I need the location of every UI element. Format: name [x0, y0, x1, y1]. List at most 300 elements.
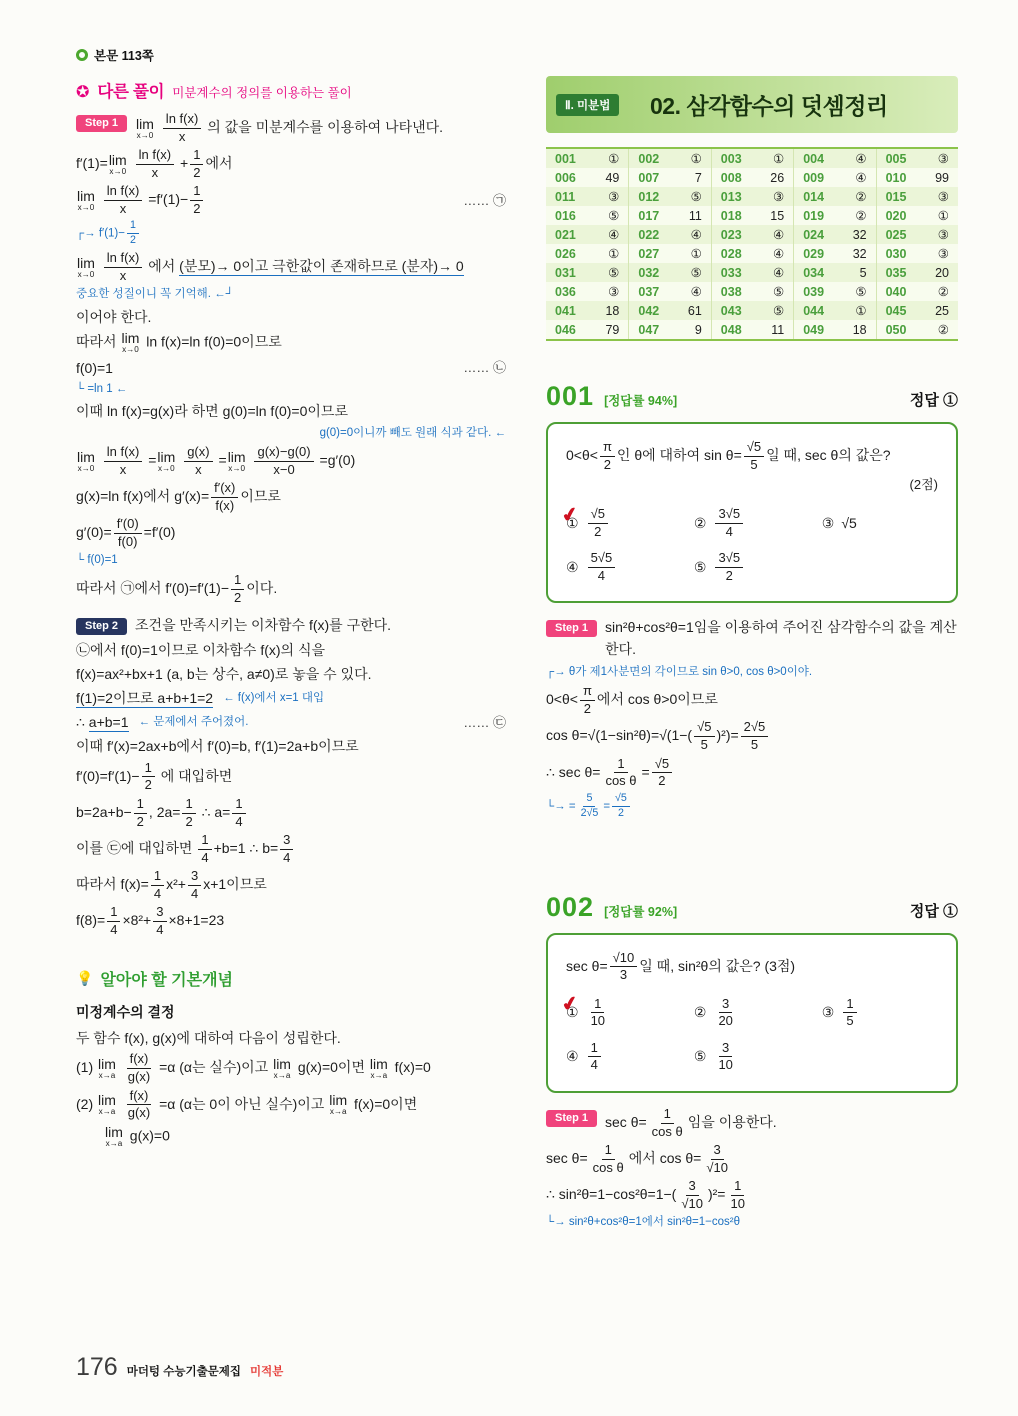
answer-problem-number: 036	[555, 284, 576, 299]
answer-row	[546, 168, 958, 187]
answer-value: ②	[855, 209, 867, 223]
answer-cell	[876, 282, 958, 301]
answer-value: ③	[608, 285, 620, 299]
footer-subject: 미적분	[250, 1366, 284, 1378]
answer-problem-number: 043	[720, 303, 742, 318]
problem1-box	[546, 422, 958, 603]
answer-cell	[711, 320, 793, 339]
answer-row	[546, 149, 958, 168]
math-text: lim x→0 $\frac{\text{ln f(x)}}{x}$ =f′(1)− $\frac{1}{2}$	[76, 184, 205, 216]
answer-value: ③	[608, 190, 620, 204]
answer-cell	[793, 149, 875, 168]
answer-problem-number: 042	[638, 303, 660, 318]
annotation-line	[546, 1215, 958, 1231]
problem2-box	[546, 933, 958, 1093]
math-text: lim x→0 $\frac{\text{ln f(x)}}{x}$ = lim x→0 $\frac{g(x)}{x}$ = lim x→0 $\frac{g(x)-g(0)}{x-0}$ =g′(0)	[77, 444, 356, 477]
answer-cell	[876, 187, 958, 206]
answer-value: 49	[605, 170, 620, 185]
choice-option	[566, 551, 694, 583]
problem2-choices	[566, 997, 938, 1073]
answer-problem-number: 015	[885, 189, 907, 204]
solution-line	[76, 517, 506, 549]
answer-cell	[793, 320, 875, 339]
problem1-answer: 정답 ①	[909, 392, 958, 409]
answer-problem-number: 009	[803, 170, 825, 185]
problem1-rate: [정답률 94%]	[604, 394, 678, 408]
problem1-step-text: sin²θ+cos²θ=1임을 이용하여 주어진 삼각함수의 값을 계산한다.	[605, 619, 957, 658]
inline-annotation: ← f(x)에서 x=1 대입	[223, 692, 325, 705]
answer-problem-number: 038	[720, 284, 742, 299]
alt-solution-subtitle: 미분계수의 정의를 이용하는 풀이	[172, 86, 352, 100]
equation-tag: …… ㉠	[463, 192, 506, 208]
answer-value: ①	[772, 152, 785, 166]
answer-problem-number: 027	[638, 246, 660, 261]
math-text: g(0)=0이니까 빼도 원래 식과 같다. ←	[319, 426, 506, 439]
choice-value: $\frac{1}{5}$	[841, 997, 858, 1029]
answer-problem-number: 011	[555, 189, 576, 204]
footer-brand: 마더텅 수능기출문제집	[126, 1366, 242, 1378]
answer-problem-number: 020	[885, 208, 907, 223]
annotation-line	[76, 220, 506, 247]
solution-line	[76, 251, 506, 283]
unit-badge: Ⅱ. 미분법	[556, 94, 619, 116]
answer-problem-number: 045	[885, 303, 907, 318]
alt-solution-title: 다른 풀이	[97, 83, 165, 101]
math-text: f(x)=ax²+bx+1 (a, b는 상수, a≠0)로 놓을 수 있다.	[76, 666, 372, 683]
answer-value: ⑤	[608, 266, 620, 280]
problem2-step-text: sec θ= $\frac{1}{\text{cos θ}}$ 임을 이용한다.	[605, 1105, 777, 1139]
answer-cell	[628, 206, 710, 225]
answer-cell	[793, 225, 875, 244]
answer-value: ③	[937, 247, 949, 261]
equation-tag: …… ㉢	[463, 715, 506, 731]
choice-value: $\frac{3√5}{2}$	[713, 551, 745, 583]
choice-marker-checked: ① ✔	[566, 1004, 579, 1021]
problem1-header	[546, 381, 958, 412]
answer-cell	[546, 187, 628, 206]
math-text: g(x)=ln f(x)에서 g′(x)= $\frac{f'(x)}{f(x)}$ 이므로	[76, 480, 281, 513]
choice-value: $\frac{3}{20}$	[718, 995, 733, 1029]
math-text: 따라서 f(x)= $\frac{1}{4}$ x²+ $\frac{3}{4}$ x+1이므로	[76, 868, 267, 901]
math-text: ∴ sec θ= $\frac{1}{\text{cos θ}}$ = $\frac{√5}{2}$	[546, 757, 674, 789]
solution-line	[76, 1052, 506, 1084]
solution-line	[76, 573, 506, 605]
solution-line	[76, 307, 506, 327]
choice-marker: ④	[566, 1048, 579, 1065]
choice-value: $\frac{3√5}{4}$	[713, 507, 745, 539]
answer-value: 7	[694, 170, 702, 185]
answer-problem-number: 044	[803, 303, 825, 318]
step2-text: 조건을 만족시키는 이차함수 f(x)를 구한다.	[135, 617, 392, 634]
solution-line	[76, 737, 506, 757]
choice-marker: ③	[821, 1004, 835, 1021]
annotation-line	[546, 665, 958, 681]
answer-value: ④	[608, 228, 620, 242]
answer-value: ④	[772, 247, 785, 261]
answer-cell	[628, 263, 710, 282]
answer-problem-number: 041	[555, 303, 576, 318]
annotation-line	[76, 426, 506, 442]
solution-line	[546, 1143, 958, 1175]
answer-problem-number: 010	[885, 170, 907, 185]
choice-value: $\frac{1}{4}$	[586, 1041, 603, 1073]
answer-row	[546, 263, 958, 282]
problem2-rate: [정답률 92%]	[604, 904, 678, 919]
answer-value: ④	[772, 228, 785, 242]
answer-cell	[546, 263, 628, 282]
solution-line	[546, 684, 958, 716]
choice-option	[822, 507, 938, 539]
answer-problem-number: 029	[803, 246, 825, 261]
problem2-question: sec θ= $\frac{√10}{3}$ 일 때, sin²θ의 값은? (3점)	[566, 949, 796, 983]
answer-value: ①	[855, 304, 867, 318]
answer-problem-number: 049	[803, 322, 825, 337]
answer-row	[546, 320, 958, 339]
answer-cell	[628, 301, 710, 320]
answer-value: 79	[605, 322, 620, 337]
math-text: └ f(0)=1	[76, 554, 118, 567]
math-text: ┌→ f′(1)− $\frac{1}{2}$	[76, 220, 141, 247]
choice-marker: ⑤	[693, 1048, 707, 1065]
answer-problem-number: 012	[638, 189, 660, 204]
answer-problem-number: 008	[720, 170, 742, 185]
problem1-points: (2점)	[909, 477, 938, 493]
answer-value: 9	[694, 322, 702, 337]
choice-marker: ③	[821, 514, 835, 531]
choice-marker: ②	[693, 1004, 707, 1021]
answer-cell	[546, 320, 628, 339]
problem2-answer: 정답 ①	[909, 902, 958, 920]
answer-problem-number: 003	[720, 151, 742, 166]
answer-problem-number: 031	[555, 265, 576, 280]
solution-line	[76, 358, 506, 378]
answer-value: ①	[937, 209, 949, 223]
math-text: ∴ a+b=1	[76, 714, 129, 731]
answer-row	[546, 244, 958, 263]
solution-line	[76, 833, 506, 865]
concept-title: 알아야 할 기본개념	[100, 972, 233, 990]
target-icon	[76, 49, 88, 61]
answer-problem-number: 018	[720, 208, 742, 223]
solution-line	[76, 869, 506, 901]
choice-value: $\frac{√5}{2}$	[586, 507, 610, 539]
answer-cell	[793, 187, 875, 206]
answer-cell	[546, 301, 628, 320]
math-text: 이때 f′(x)=2ax+b에서 f′(0)=b, f′(1)=2a+b이므로	[76, 738, 359, 755]
inline-annotation: ← 문제에서 주어졌어.	[138, 716, 249, 729]
answer-cell	[793, 301, 875, 320]
answer-cell	[793, 168, 875, 187]
answer-value: ②	[937, 323, 949, 337]
answer-problem-number: 048	[720, 322, 742, 337]
solution-line	[76, 689, 506, 709]
math-text: ㉡에서 f(0)=1이므로 이차함수 f(x)의 식을	[76, 642, 326, 659]
answer-value: ③	[772, 190, 785, 204]
solution-line	[76, 331, 506, 354]
answer-value: 32	[852, 246, 867, 261]
answer-cell	[876, 263, 958, 282]
math-text: 이때 ln f(x)=g(x)라 하면 g(0)=ln f(0)=0이므로	[76, 403, 348, 420]
answer-problem-number: 034	[803, 265, 825, 280]
answer-value: ①	[690, 152, 702, 166]
solution-line	[76, 761, 506, 793]
choice-option	[694, 551, 822, 583]
concept-subtitle: 미정계수의 결정	[76, 1004, 175, 1021]
concept-lines	[76, 1028, 506, 1147]
answer-problem-number: 047	[638, 322, 660, 337]
answer-value: ④	[690, 285, 702, 299]
star-badge-icon: ✪	[76, 84, 90, 101]
math-text: (1) lim x→a $\frac{f(x)}{g(x)}$ =α (α는 실수)이고 lim x→a g(x)=0이면 lim x→a f(x)=0	[76, 1051, 431, 1084]
math-text: 이어야 한다.	[76, 308, 152, 325]
answer-table	[546, 147, 958, 341]
page-reference	[76, 46, 980, 64]
answer-cell	[793, 263, 875, 282]
step1-solution-lines	[76, 148, 506, 605]
answer-cell	[876, 225, 958, 244]
solution-line	[76, 184, 506, 216]
answer-value: 11	[688, 208, 702, 223]
math-text: └→ = $\frac{5}{2√5}$ = $\frac{√5}{2}$	[546, 793, 632, 820]
math-text: ∴ sin²θ=1−cos²θ=1−( $\frac{3}{√10}$ )²= $\frac{1}{10}$	[546, 1178, 745, 1211]
page-number: 176	[76, 1353, 118, 1381]
answer-value: 25	[935, 303, 949, 318]
answer-problem-number: 035	[885, 265, 907, 280]
answer-row	[546, 225, 958, 244]
answer-cell	[793, 244, 875, 263]
answer-value: ④	[772, 266, 785, 280]
math-text: └ =ln 1 ←	[76, 383, 128, 396]
choice-marker: ⑤	[693, 558, 707, 575]
answer-problem-number: 025	[885, 227, 907, 242]
page-reference-text: 본문 113쪽	[94, 49, 154, 63]
answer-problem-number: 007	[638, 170, 660, 185]
answer-problem-number: 013	[720, 189, 742, 204]
math-text: sec θ= $\frac{1}{\text{cos θ}}$ 에서 cos θ= $\frac{3}{√10}$	[546, 1142, 728, 1175]
answer-cell	[628, 168, 710, 187]
answer-value: ③	[937, 190, 949, 204]
answer-problem-number: 028	[720, 246, 742, 261]
answer-problem-number: 039	[803, 284, 825, 299]
answer-value: ③	[937, 152, 949, 166]
step1-header	[76, 112, 506, 144]
answer-problem-number: 004	[803, 151, 825, 166]
solution-line	[76, 481, 506, 513]
answer-cell	[628, 282, 710, 301]
answer-row	[546, 301, 958, 320]
problem1-step-header	[546, 617, 958, 660]
choice-value: $\frac{3}{10}$	[718, 1039, 733, 1073]
math-text: lim x→0 $\frac{\text{ln f(x)}}{x}$ 에서 (분모)→ 0이고 극한값이 존재하므로 (분자)→ 0	[77, 250, 464, 283]
math-text: 0<θ< $\frac{\pi}{2}$ 에서 cos θ>0이므로	[546, 683, 718, 716]
answer-cell	[876, 244, 958, 263]
solution-line	[546, 757, 958, 789]
step2-solution-lines	[76, 641, 506, 938]
answer-value: ⑤	[608, 209, 620, 223]
answer-value: 5	[859, 265, 867, 280]
problem1-solution-lines	[546, 665, 958, 820]
choice-value: $\frac{5√5}{4}$	[586, 551, 618, 583]
answer-value: 26	[770, 170, 785, 185]
answer-cell	[711, 168, 793, 187]
solution-line	[76, 797, 506, 829]
left-column	[76, 76, 506, 1232]
solution-line	[76, 148, 506, 180]
answer-cell	[711, 301, 793, 320]
answer-cell	[711, 282, 793, 301]
math-text: f′(1)= lim x→0 $\frac{\text{ln f(x)}}{x}$ + $\frac{1}{2}$ 에서	[76, 147, 233, 180]
answer-value: ②	[855, 190, 867, 204]
math-text: g′(0)= $\frac{f'(0)}{f(0)}$ =f′(0)	[76, 516, 176, 549]
math-text: ┌→ θ가 제1사분면의 각이므로 sin θ>0, cos θ>0이야.	[546, 665, 813, 678]
answer-value: ①	[608, 152, 620, 166]
choice-value: $\frac{1}{10}$	[590, 995, 606, 1029]
choice-option	[694, 997, 822, 1029]
answer-value: 61	[687, 303, 702, 318]
answer-cell	[546, 282, 628, 301]
answer-value: 11	[771, 322, 785, 337]
answer-problem-number: 014	[803, 189, 825, 204]
answer-cell	[546, 168, 628, 187]
answer-cell	[876, 301, 958, 320]
answer-value: 99	[935, 170, 949, 185]
solution-line	[76, 402, 506, 422]
choice-marker-checked: ① ✔	[566, 515, 579, 532]
answer-cell	[711, 244, 793, 263]
math-text: └→ sin²θ+cos²θ=1에서 sin²θ=1−cos²θ	[546, 1216, 741, 1229]
math-text: 이를 ㉢에 대입하면 $\frac{1}{4}$ +b=1 ∴ b= $\frac{3}{4}$	[76, 833, 295, 865]
chapter-banner	[546, 76, 958, 133]
math-text: lim x→a g(x)=0	[105, 1123, 170, 1148]
answer-problem-number: 017	[638, 208, 660, 223]
answer-cell	[711, 263, 793, 282]
choice-value: √5	[841, 515, 857, 532]
answer-problem-number: 024	[803, 227, 825, 242]
problem1-step-badge: Step 1	[546, 620, 597, 637]
solution-line	[104, 1125, 506, 1148]
problem2-header	[546, 892, 958, 923]
answer-cell	[628, 149, 710, 168]
annotation-line	[76, 382, 506, 398]
answer-value: ⑤	[690, 190, 702, 204]
answer-problem-number: 005	[885, 151, 907, 166]
solution-line	[76, 905, 506, 937]
equation-tag: …… ㉡	[463, 360, 506, 376]
problem1-choices	[566, 507, 938, 583]
choice-option	[694, 507, 822, 539]
answer-cell	[711, 187, 793, 206]
alt-solution-header	[76, 78, 506, 102]
lightbulb-icon: 💡	[76, 970, 94, 987]
choice-option	[566, 997, 694, 1029]
answer-cell	[876, 206, 958, 225]
answer-value: 15	[770, 208, 785, 223]
answer-value: 18	[605, 303, 620, 318]
choice-option	[566, 1041, 694, 1073]
answer-cell	[876, 168, 958, 187]
answer-cell	[793, 206, 875, 225]
math-text: cos θ=√(1−sin²θ)=√(1−( $\frac{√5}{5}$ )²)= $\frac{2√5}{5}$	[546, 720, 770, 752]
answer-problem-number: 006	[555, 170, 576, 185]
answer-value: ④	[855, 171, 867, 185]
problem1-question: 0<θ< $\frac{\pi}{2}$ 인 θ에 대하여 sin θ= $\frac{√5}{5}$ 일 때, sec θ의 값은?	[566, 439, 891, 472]
answer-cell	[793, 282, 875, 301]
choice-marker: ②	[693, 514, 707, 531]
math-text: (2) lim x→a $\frac{f(x)}{g(x)}$ =α (α는 0이 아닌 실수)이고 lim x→a f(x)=0이면	[76, 1087, 418, 1121]
answer-problem-number: 040	[885, 284, 907, 299]
step1-text: lim x→0 $\frac{\text{ln f(x)}}{x}$ 의 값을 미분계수를 이용하여 나타낸다.	[136, 111, 444, 144]
solution-line	[546, 720, 958, 752]
solution-line	[546, 1179, 958, 1211]
problem2-step-header	[546, 1107, 958, 1139]
answer-problem-number: 001	[555, 151, 576, 166]
math-text: 따라서 lim x→0 ln f(x)=ln f(0)=0이므로	[76, 329, 282, 354]
answer-cell	[628, 187, 710, 206]
annotation-line	[546, 793, 958, 820]
solution-line	[76, 713, 506, 733]
answer-problem-number: 019	[803, 208, 825, 223]
answer-cell	[546, 225, 628, 244]
answer-problem-number: 021	[555, 227, 576, 242]
answer-value: ④	[690, 228, 702, 242]
answer-value: 20	[935, 265, 949, 280]
choice-marker: ④	[566, 558, 579, 575]
math-text: f′(0)=f′(1)− $\frac{1}{2}$ 에 대입하면	[76, 759, 233, 793]
answer-value: ②	[937, 285, 949, 299]
annotation-line	[76, 287, 506, 303]
solution-line	[76, 665, 506, 685]
answer-problem-number: 026	[555, 246, 576, 261]
answer-value: 32	[852, 227, 867, 242]
answer-problem-number: 016	[555, 208, 576, 223]
answer-value: ⑤	[772, 304, 785, 318]
solution-line	[76, 445, 506, 477]
problem2-step-badge: Step 1	[546, 1110, 597, 1127]
math-text: f(8)= $\frac{1}{4}$ ×8²+ $\frac{3}{4}$ ×8+1=23	[76, 904, 225, 937]
answer-problem-number: 033	[720, 265, 742, 280]
page-footer	[76, 1353, 283, 1382]
solution-line	[76, 641, 506, 661]
step2-header	[76, 615, 506, 637]
step1-badge: Step 1	[76, 115, 127, 132]
problem2-solution-lines	[546, 1143, 958, 1231]
answer-cell	[876, 320, 958, 339]
math-text: f(1)=2이므로 a+b+1=2	[76, 690, 214, 707]
answer-value: ⑤	[855, 285, 867, 299]
answer-problem-number: 046	[555, 322, 576, 337]
answer-problem-number: 050	[885, 322, 907, 337]
answer-cell	[711, 225, 793, 244]
answer-value: ④	[855, 152, 867, 166]
answer-problem-number: 037	[638, 284, 660, 299]
answer-problem-number: 030	[885, 246, 907, 261]
answer-cell	[628, 244, 710, 263]
answer-value: 18	[852, 322, 867, 337]
answer-row	[546, 187, 958, 206]
problem2-number: 002	[546, 891, 595, 922]
answer-problem-number: 032	[638, 265, 660, 280]
answer-value: ⑤	[772, 285, 785, 299]
answer-cell	[711, 206, 793, 225]
problem1-number: 001	[546, 381, 595, 411]
solution-line	[76, 1089, 506, 1121]
answer-row	[546, 206, 958, 225]
math-text: 중요한 성질이니 꼭 기억해. ←┘	[76, 288, 234, 301]
answer-cell	[628, 225, 710, 244]
answer-row	[546, 282, 958, 301]
answer-cell	[546, 244, 628, 263]
annotation-line	[76, 553, 506, 569]
